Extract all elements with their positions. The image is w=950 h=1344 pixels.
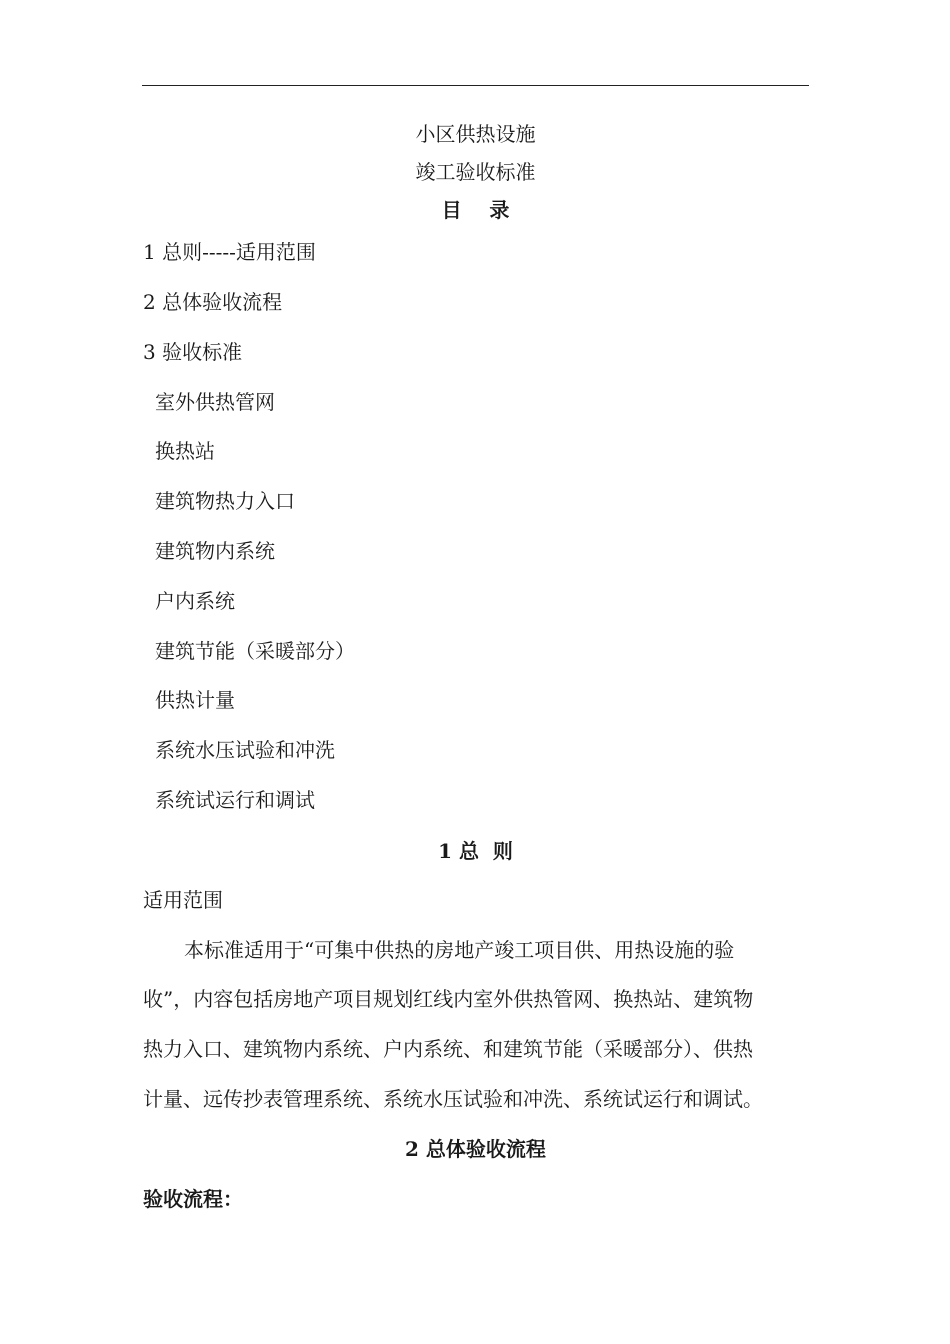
section-subheading: 验收流程： [143, 1187, 243, 1211]
toc-sub-item: 建筑物热力入口 [155, 489, 295, 513]
document-title-line2: 竣工验收标准 [415, 160, 536, 184]
section-subheading: 适用范围 [143, 888, 223, 912]
toc-sub-item: 换热站 [155, 439, 215, 463]
section-heading: 2 总体验收流程 [405, 1137, 546, 1161]
toc-sub-item: 系统试运行和调试 [155, 788, 315, 812]
paragraph-line: 本标准适用于“可集中供热的房地产竣工项目供、用热设施的验 [184, 938, 735, 962]
toc-sub-item: 建筑物内系统 [155, 539, 275, 563]
toc-item: 2 总体验收流程 [143, 290, 283, 314]
toc-heading: 目 录 [441, 198, 510, 222]
paragraph-line: 收”，内容包括房地产项目规划红线内室外供热管网、换热站、建筑物 [143, 987, 754, 1011]
paragraph-line: 计量、远传抄表管理系统、系统水压试验和冲洗、系统试运行和调试。 [143, 1087, 763, 1111]
toc-sub-item: 供热计量 [155, 688, 235, 712]
header-rule [142, 85, 809, 86]
toc-sub-item: 室外供热管网 [155, 390, 275, 414]
document-title-line1: 小区供热设施 [415, 122, 536, 146]
section-heading: 1 总 则 [438, 839, 513, 863]
toc-item: 1 总则-----适用范围 [143, 240, 316, 264]
toc-item: 3 验收标准 [143, 340, 243, 364]
paragraph-line: 热力入口、建筑物内系统、户内系统、和建筑节能（采暖部分）、供热 [143, 1037, 753, 1061]
toc-sub-item: 建筑节能（采暖部分） [155, 639, 355, 663]
toc-sub-item: 户内系统 [155, 589, 235, 613]
toc-sub-item: 系统水压试验和冲洗 [155, 738, 335, 762]
